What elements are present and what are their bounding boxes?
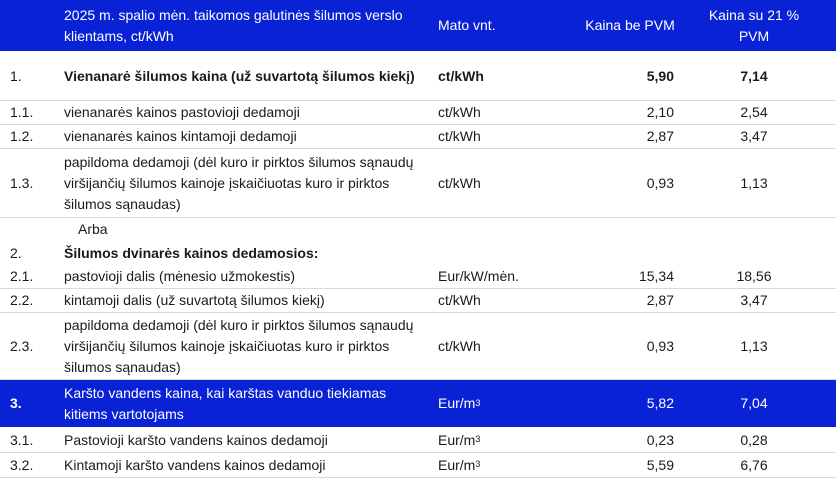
- row-number: 2.: [10, 244, 22, 261]
- row-price-vat: 3,47: [740, 292, 768, 308]
- row-price-vat: 1,13: [740, 337, 768, 354]
- row-description: papildoma dedamoji (dėl kuro ir pirktos šilumos sąnaudų viršijančių šilumos kainoje įskaičiuotas kuro ir pirktos šilumos sąnaudas): [64, 153, 414, 212]
- table-row: [0, 149, 836, 218]
- row-description: Vienanarė šilumos kaina (už suvartotą šilumos kiekį): [64, 67, 415, 84]
- row-price-no-vat: 5,59: [646, 456, 674, 473]
- row-description: vienanarės kainos pastovioji dedamoji: [64, 104, 300, 120]
- row-unit: ct/kWh: [438, 292, 481, 308]
- table-row: [0, 289, 836, 313]
- table-row: [0, 428, 836, 453]
- row-price-no-vat: 5,90: [646, 67, 674, 84]
- table-row: [0, 453, 836, 478]
- row-price-no-vat: 2,87: [646, 128, 674, 144]
- row-unit: Eur/m $^3$: [438, 453, 548, 477]
- header-price-vat: Kaina su 21 % PVM: [708, 6, 800, 44]
- row-price-vat: 7,14: [740, 67, 768, 84]
- row-price-no-vat: 0,23: [646, 431, 674, 448]
- row-price-no-vat: 0,93: [646, 337, 674, 354]
- row-price-no-vat: 0,93: [646, 174, 674, 191]
- table-row: [0, 313, 836, 380]
- row-description: pastovioji dalis (mėnesio užmokestis): [64, 268, 296, 284]
- row-unit: Eur/m $^3$: [438, 380, 548, 427]
- row-number: 2.2.: [10, 292, 34, 308]
- row-unit: ct/kWh: [438, 337, 481, 354]
- row-price-vat: 1,13: [740, 174, 768, 191]
- table-header: [0, 0, 836, 52]
- row-price-no-vat: 2,87: [646, 292, 674, 308]
- table-row: [0, 125, 836, 149]
- row-price-vat: 0,28: [740, 431, 768, 448]
- header-price-no-vat: Kaina be PVM: [585, 17, 675, 33]
- row-unit: Eur/kW/mėn.: [438, 268, 519, 284]
- row-description: Karšto vandens kaina, kai karštas vanduo tiekiamas kitiems vartotojams: [64, 384, 387, 422]
- row-price-vat: 6,76: [740, 456, 768, 473]
- table-row: [0, 241, 836, 265]
- row-number: 2.3.: [10, 337, 34, 354]
- row-price-no-vat: 2,10: [646, 104, 674, 120]
- row-description: papildoma dedamoji (dėl kuro ir pirktos šilumos sąnaudų viršijančių šilumos kainoje įskaičiuotas kuro ir pirktos šilumos sąnaudas): [64, 316, 414, 375]
- row-price-vat: 3,47: [740, 128, 768, 144]
- row-description: kintamoji dalis (už suvartotą šilumos kiekį): [64, 292, 325, 308]
- table-row: [0, 52, 836, 101]
- row-unit: ct/kWh: [438, 104, 481, 120]
- row-unit: ct/kWh: [438, 128, 481, 144]
- table-row: [0, 265, 836, 289]
- table-row: [0, 218, 836, 241]
- row-price-vat: 18,56: [736, 268, 772, 284]
- row-number: 3.2.: [10, 456, 34, 473]
- row-unit: ct/kWh: [438, 174, 481, 191]
- row-unit: ct/kWh: [438, 67, 484, 84]
- row-price-no-vat: 5,82: [646, 395, 674, 411]
- row-number: 1.3.: [10, 174, 34, 191]
- unit-text: Eur/m: [438, 431, 476, 448]
- row-price-vat: 2,54: [740, 104, 768, 120]
- table-row: [0, 101, 836, 125]
- header-unit: Mato vnt.: [438, 17, 496, 33]
- row-description: Kintamoji karšto vandens kainos dedamoji: [64, 456, 326, 473]
- row-number: 3.1.: [10, 431, 34, 448]
- row-description: Arba: [78, 221, 108, 237]
- row-unit: Eur/m $^3$: [438, 428, 548, 452]
- row-description: Pastovioji karšto vandens kainos dedamoji: [64, 431, 328, 448]
- row-price-no-vat: 15,34: [638, 268, 674, 284]
- row-number: 2.1.: [10, 268, 34, 284]
- row-price-vat: 7,04: [740, 395, 768, 411]
- header-title: 2025 m. spalio mėn. taikomos galutinės šilumos verslo klientams, ct/kWh: [64, 6, 403, 44]
- row-number: 1.2.: [10, 128, 34, 144]
- unit-text: Eur/m: [438, 395, 476, 411]
- row-description: vienanarės kainos kintamoji dedamoji: [64, 128, 297, 144]
- row-number: 1.: [10, 67, 22, 84]
- row-number: 1.1.: [10, 104, 34, 120]
- unit-text: Eur/m: [438, 456, 476, 473]
- row-description: Šilumos dvinarės kainos dedamosios:: [64, 244, 319, 261]
- row-number: 3.: [10, 395, 22, 411]
- table-row-highlight: [0, 380, 836, 428]
